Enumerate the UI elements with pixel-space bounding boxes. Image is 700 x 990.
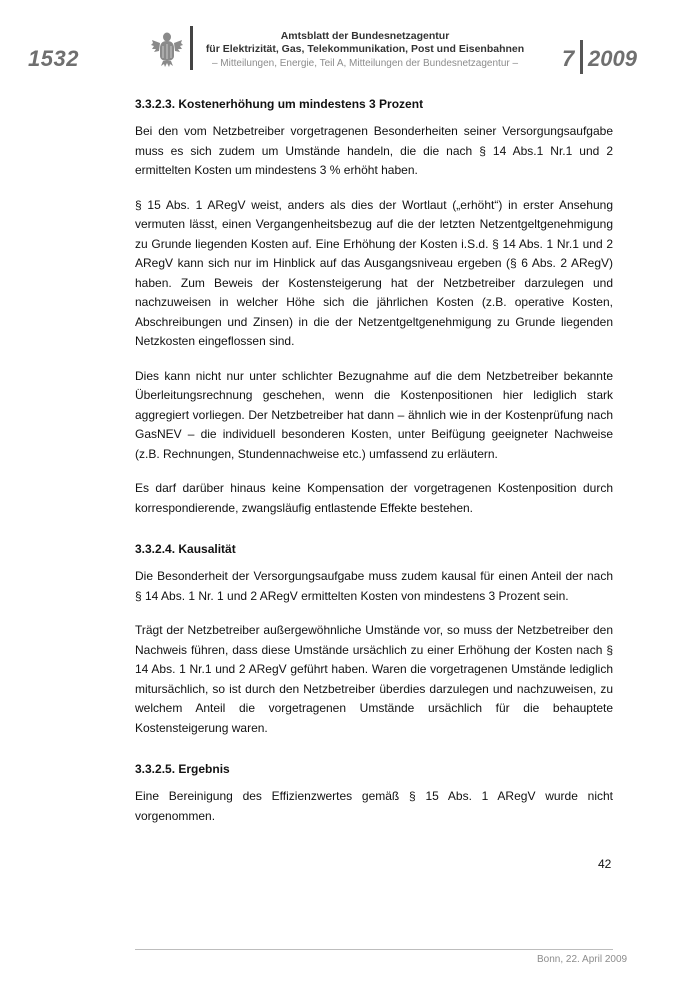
header-page-number: 1532	[28, 46, 79, 71]
header-subtitle: – Mitteilungen, Energie, Teil A, Mitteilungen der Bundesnetzagentur –	[211, 58, 519, 69]
section-heading: 3.3.2.3. Kostenerhöhung um mindestens 3 Prozent	[135, 97, 424, 111]
paragraph: Eine Bereinigung des Effizienzwertes gemäß § 15 Abs. 1 ARegV wurde nicht vorgenommen.	[135, 789, 613, 823]
section-heading: 3.3.2.4. Kausalität	[135, 542, 236, 556]
document-body	[135, 96, 613, 841]
paragraph: Bei den vom Netzbetreiber vorgetragenen Besonderheiten seiner Versorgungsaufgabe muss es sich zudem um Umstände handeln, die die nach § 14 Abs.1 Nr.1 und 2 ermittelten Kosten um mindestens 3 % erhöht haben.	[135, 124, 613, 177]
header-issue-number: 7	[562, 46, 575, 71]
header-title-line2: für Elektrizität, Gas, Telekommunikation, Post und Eisenbahnen	[205, 42, 525, 55]
paragraph: Trägt der Netzbetreiber außergewöhnliche Umstände vor, so muss der Netzbetreiber den Nachweis führen, dass diese Umstände ursächlich zu einer Erhöhung der Kosten nach § 14 Abs. 1 Nr.1 und 2 ARegV geführt haben. Waren die vorgetragenen Umstände lediglich mitursächlich, so ist durch den Netzbetreiber überdies darzulegen und nachzuweisen, zu welchem Anteil die vorgetragenen Umstände ursächlich für die behauptete Kostensteigerung waren.	[135, 623, 613, 735]
footer-date: Bonn, 22. April 2009	[537, 954, 628, 965]
header-year: 2009	[588, 46, 637, 71]
paragraph: § 15 Abs. 1 ARegV weist, anders als dies der Wortlaut („erhöht“) in erster Ansehung vermuten lässt, einen Vergangenheitsbezug auf die der letzten Netzentgeltgenehmigung zu Grunde liegenden Kosten auf. Eine Erhöhung der Kosten i.S.d. § 14 Abs. 1 Nr.1 und 2 ARegV kann sich nur im Hinblick auf das Ausgangsniveau ergeben (§ 6 Abs. 2 ARegV) haben. Zum Beweis der Kostensteigerung hat der Netzbetreiber darzulegen und nachzuweisen in welcher Höhe sich die jährlichen Kosten (z.B. operative Kosten, Abschreibungen und Zinsen) in die der Netzentgeltgenehmigung zu Grunde liegenden Netzkosten eingeflossen sind.	[135, 197, 613, 348]
page-number-bottom: 42	[598, 857, 612, 871]
paragraph: Es darf darüber hinaus keine Kompensation der vorgetragenen Kostenposition durch korrespondierende, zwangsläufig entlastende Effekte bestehen.	[135, 481, 613, 515]
footer-divider	[135, 949, 613, 950]
header-title-block	[200, 30, 530, 71]
paragraph: Die Besonderheit der Versorgungsaufgabe muss zudem kausal für einen Anteil der nach § 14 Abs. 1 Nr. 1 und 2 ARegV ermittelten Kosten von mindestens 3 Prozent sein.	[135, 569, 613, 603]
federal-eagle-icon	[150, 30, 184, 68]
header-title-line1: Amtsblatt der Bundesnetzagentur	[280, 30, 450, 42]
section-heading: 3.3.2.5. Ergebnis	[135, 762, 230, 776]
header-divider	[190, 26, 193, 70]
paragraph: Dies kann nicht nur unter schlichter Bezugnahme auf die dem Netzbetreiber bekannte Überleitungsrechnung geschehen, wenn die Kostenpositionen hier lediglich stark aggregiert vorliegen. Der Netzbetreiber hat dann – ähnlich wie in der Kostenprüfung nach GasNEV – die individuell besonderen Kosten, unter Beifügung geeigneter Nachweise (z.B. Rechnungen, Stundennachweise etc.) umfassend zu erläutern.	[135, 368, 613, 461]
header-issue-divider	[580, 40, 583, 74]
